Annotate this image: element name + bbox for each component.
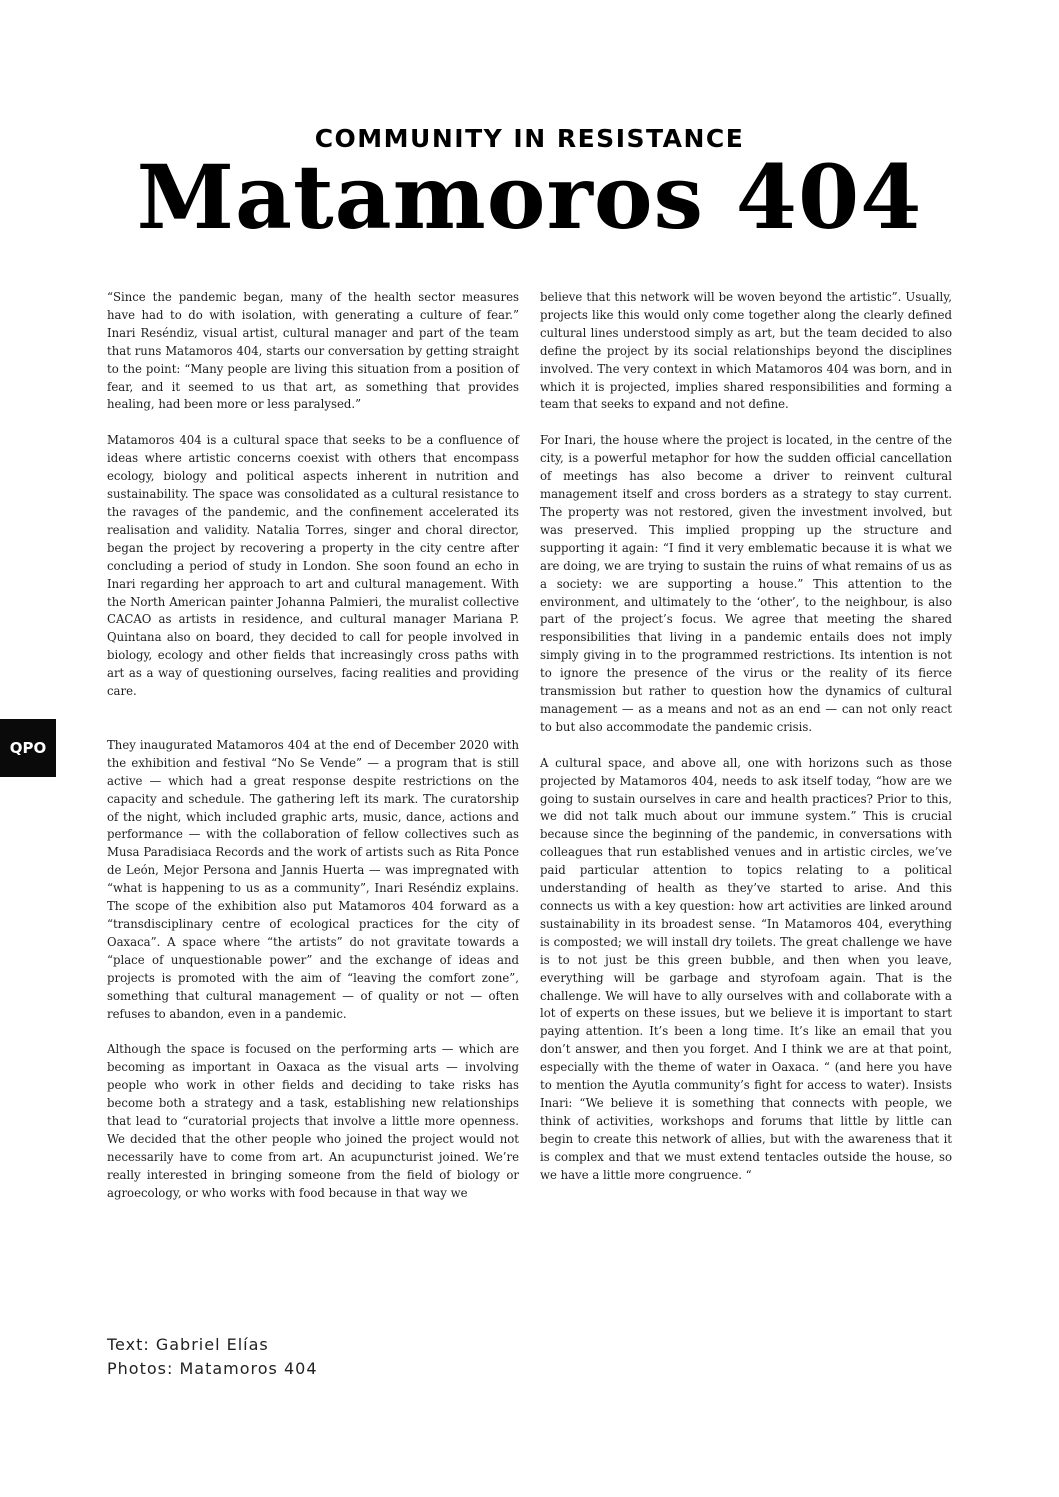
paragraph: A cultural space, and above all, one with horizons such as those projected by Matamoros 404, needs to ask itself today, “how are we going to sustain ourselves in care and health practices? Prior to this, we did not talk much about our immune system.” This is crucial because since the beginning of the pandemic, in conversations with colleagues that run established venues and in artistic circles, we’ve paid particular attention to topics relating to a political understanding of health as they’ve started to arise. And this connects us with a key question: how art activities are linked around sustainability in its broadest sense. “In Matamoros 404, everything is composted; we will install dry toilets. The great challenge we have is to not just be this green bubble, and then when you leave, everything will be garbage and styrofoam again. That is the challenge. We will have to ally ourselves with and collaborate with a lot of experts on these issues, but we believe it is important to start paying attention. It’s been a long time. It’s like an email that you don’t answer, and then you forget. And I think we are at that point, especially with the theme of water in Oaxaca. “ (and here you have to mention the Ayutla community’s fight for access to water). Insists Inari: “We believe it is something that connects with people, we think of activities, workshops and forums that little by little can begin to create this network of allies, but with the awareness that it is complex and that we must extend tentacles outside the house, so we have a little more congruence. “	[540, 755, 952, 1182]
article-title: Matamoros 404	[136, 145, 923, 249]
article-kicker: COMMUNITY IN RESISTANCE	[314, 124, 745, 153]
paragraph: For Inari, the house where the project is located, in the centre of the city, is a powerful metaphor for how the sudden official cancellation of meetings has also become a driver to reinvent cultural management itself and cross borders as a strategy to stay current. The property was not restored, given the investment involved, but was preserved. This implied propping up the structure and supporting it again: “I find it very emblematic because it is what we are doing, we are trying to sustain the ruins of what remains of us as a society: we are supporting a house.” This attention to the environment, and ultimately to the ‘other’, to the neighbour, is also part of the project’s focus. We agree that meeting the shared responsibilities that living in a pandemic entails does not imply simply giving in to the programmed restrictions. Its intention is not to ignore the presence of the virus or the reality of its fierce transmission but rather to question how the dynamics of cultural management — as a means and not as an end — can not only react to but also accommodate the pandemic crisis.	[540, 433, 952, 734]
credit-photos: Photos: Matamoros 404	[107, 1359, 318, 1378]
paragraph: Although the space is focused on the performing arts — which are becoming as important in Oaxaca as the visual arts — involving people who work in other fields and deciding to take risks has become both a strategy and a task, establishing new relationships that lead to “curatorial projects that involve a little more openness. We decided that the other people who joined the project would not necessarily have to come from art. An acupuncturist joined. We’re really interested in bringing someone from the field of biology or agroecology, or who works with food because in that way we	[107, 1042, 519, 1200]
credit-text: Text: Gabriel Elías	[107, 1335, 269, 1354]
article-credits	[107, 1333, 318, 1381]
side-tab-label: QPO	[9, 739, 47, 757]
paragraph: Matamoros 404 is a cultural space that seeks to be a confluence of ideas where artistic concerns coexist with others that encompass ecology, biology and political aspects inherent in nutrition and sustainability. The space was consolidated as a cultural resistance to the ravages of the pandemic, and the confinement accelerated its realisation and validity. Natalia Torres, singer and choral director, began the project by recovering a property in the city centre after concluding a period of study in London. She soon found an echo in Inari regarding her approach to art and cultural management. With the North American painter Johanna Palmieri, the muralist collective CACAO as artists in residence, and cultural manager Mariana P. Quintana also on board, they decided to call for people involved in biology, ecology and other fields that increasingly cross paths with art as a way of questioning ourselves, facing realities and providing care.	[107, 433, 519, 699]
paragraph: believe that this network will be woven beyond the artistic”. Usually, projects like this would only come together along the clearly defined cultural lines understood simply as art, but the team decided to also define the project by its social relationships beyond the disciplines involved. The very context in which Matamoros 404 was born, and in which it is projected, implies shared responsibilities and forming a team that seeks to expand and not define.	[540, 290, 952, 412]
paragraph: “Since the pandemic began, many of the health sector measures have had to do with isolation, with generating a culture of fear.” Inari Reséndiz, visual artist, cultural manager and part of the team that runs Matamoros 404, starts our conversation by getting straight to the point: “Many people are living this situation from a position of fear, and it seemed to us that art, as something that provides healing, had been more or less paralysed.”	[107, 290, 519, 412]
paragraph: They inaugurated Matamoros 404 at the end of December 2020 with the exhibition and festival “No Se Vende” — a program that is still active — which had a great response despite restrictions on the capacity and schedule. The gathering left its mark. The curatorship of the night, which included graphic arts, music, dance, actions and performance — with the collaboration of fellow collectives such as Musa Paradisiaca Records and the work of artists such as Rita Ponce de León, Mejor Persona and Jannis Huerta — was impregnated with “what is happening to us as a community”, Inari Reséndiz explains. The scope of the exhibition also put Matamoros 404 forward as a “transdisciplinary centre of ecological practices for the city of Oaxaca”. A space where “the artists” do not gravitate towards a “place of unquestionable power” and the exchange of ideas and projects is promoted with the aim of “leaving the comfort zone”, something that cultural management — of quality or not — often refuses to abandon, even in a pandemic.	[107, 737, 519, 1021]
magazine-side-tab	[0, 719, 56, 777]
article-column-right	[540, 289, 952, 1203]
article-column-left	[107, 289, 519, 1221]
